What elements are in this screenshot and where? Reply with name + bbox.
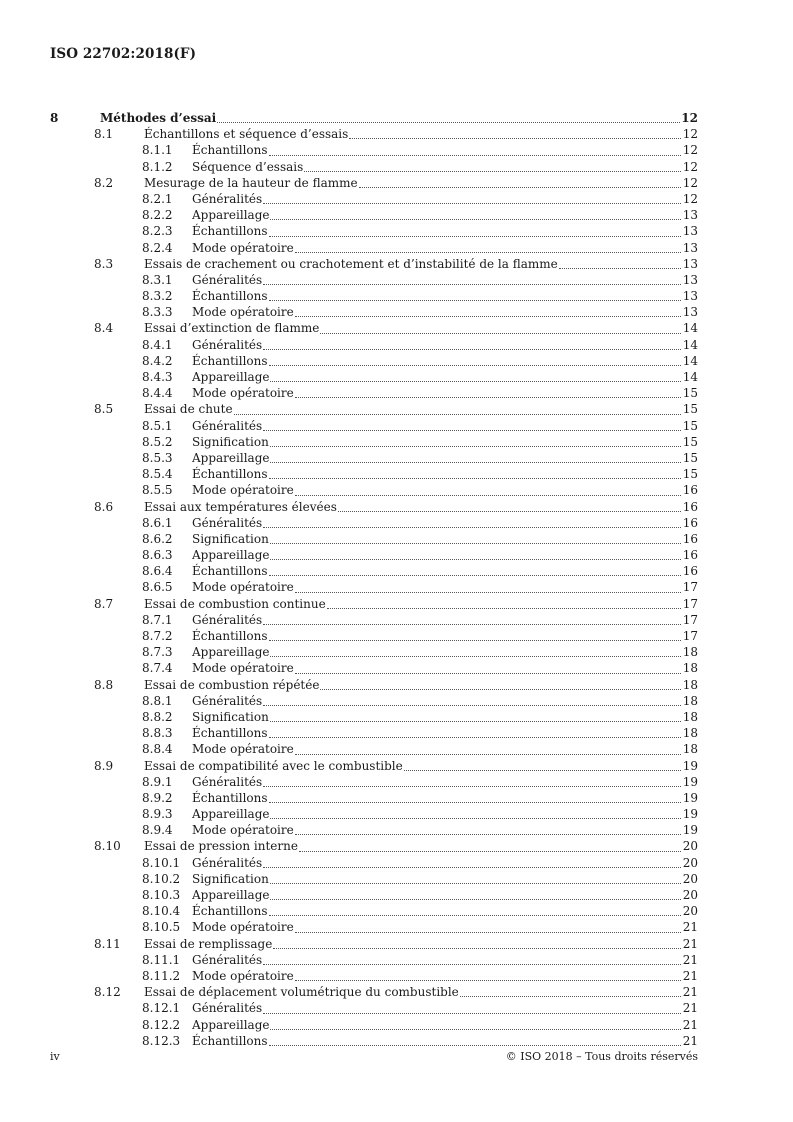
dot-leader	[295, 834, 681, 835]
toc-title: Échantillons	[192, 904, 268, 919]
toc-number: 8.6.5	[142, 580, 173, 595]
dot-leader	[295, 932, 681, 933]
dot-leader	[263, 203, 681, 204]
toc-page-number: 16	[682, 564, 698, 579]
toc-subsection-row[interactable]	[50, 903, 698, 919]
toc-subsection-row[interactable]	[50, 1017, 698, 1033]
toc-title: Mode opératoire	[192, 742, 294, 757]
toc-page-number: 13	[682, 256, 698, 271]
dot-leader	[269, 478, 681, 479]
toc-number: 8.9	[94, 758, 114, 773]
toc-page-number: 21	[682, 1017, 698, 1032]
dot-leader	[269, 802, 681, 803]
dot-leader	[270, 1029, 681, 1030]
toc-number: 8.10	[94, 839, 121, 854]
toc-title: Généralités	[192, 1001, 263, 1016]
toc-page-number: 12	[681, 111, 698, 125]
toc-subsection-row[interactable]	[50, 466, 698, 482]
toc-page-number: 12	[682, 143, 698, 158]
toc-subsection-row[interactable]	[50, 369, 698, 385]
toc-subsection-row[interactable]	[50, 806, 698, 822]
toc-number: 8.8.1	[142, 693, 173, 708]
toc-subsection-row[interactable]	[50, 952, 698, 968]
dot-leader	[273, 948, 681, 949]
toc-title: Généralités	[192, 337, 263, 352]
toc-subsection-row[interactable]	[50, 240, 698, 256]
toc-number: 8.10.5	[142, 920, 181, 935]
toc-title: Appareillage	[192, 208, 270, 223]
toc-page-number: 20	[682, 855, 698, 870]
toc-page-number: 16	[682, 499, 698, 514]
toc-title: Généralités	[192, 418, 263, 433]
dot-leader	[263, 430, 681, 431]
toc-number: 8.9.4	[142, 823, 173, 838]
toc-page-number: 15	[682, 418, 698, 433]
toc-section-row[interactable]	[50, 320, 698, 336]
dot-leader	[270, 883, 681, 884]
toc-subsection-row[interactable]	[50, 660, 698, 676]
toc-chapter-row[interactable]	[50, 110, 698, 126]
dot-leader	[295, 592, 681, 593]
toc-title: Méthodes d’essai	[100, 111, 217, 125]
dot-leader	[295, 980, 681, 981]
toc-page-number: 18	[682, 742, 698, 757]
toc-number: 8.5.4	[142, 467, 173, 482]
toc-number: 8.2	[94, 175, 114, 190]
toc-number: 8.3.3	[142, 305, 173, 320]
toc-subsection-row[interactable]	[50, 288, 698, 304]
toc-number: 8.7.3	[142, 645, 173, 660]
toc-title: Généralités	[192, 612, 263, 627]
toc-subsection-row[interactable]	[50, 159, 698, 175]
toc-number: 8	[50, 111, 59, 125]
toc-number: 8.8.4	[142, 742, 173, 757]
toc-title: Mesurage de la hauteur de flamme	[144, 175, 358, 190]
toc-page-number: 12	[682, 175, 698, 190]
toc-title: Signification	[192, 531, 269, 546]
dot-leader	[404, 770, 681, 771]
toc-page-number: 15	[682, 434, 698, 449]
toc-subsection-row[interactable]	[50, 482, 698, 498]
toc-title: Essai de combustion répétée	[144, 677, 320, 692]
toc-subsection-row[interactable]	[50, 919, 698, 935]
toc-number: 8.8	[94, 677, 114, 692]
toc-number: 8.4.3	[142, 370, 173, 384]
dot-leader	[327, 608, 681, 609]
toc-title: Signification	[192, 871, 269, 886]
toc-number: 8.12.3	[142, 1033, 181, 1048]
toc-title: Appareillage	[192, 645, 270, 660]
toc-section-row[interactable]	[50, 936, 698, 952]
dot-leader	[263, 624, 681, 625]
toc-page-number: 20	[682, 871, 698, 886]
dot-leader	[295, 754, 681, 755]
toc-title: Échantillons et séquence d’essais	[144, 127, 349, 142]
toc-subsection-row[interactable]	[50, 709, 698, 725]
toc-subsection-row[interactable]	[50, 337, 698, 353]
toc-subsection-row[interactable]	[50, 855, 698, 871]
toc-section-row[interactable]	[50, 256, 698, 272]
toc-section-row[interactable]	[50, 126, 698, 142]
dot-leader	[559, 268, 681, 269]
toc-subsection-row[interactable]	[50, 418, 698, 434]
toc-subsection-row[interactable]	[50, 628, 698, 644]
toc-section-row[interactable]	[50, 838, 698, 854]
toc-subsection-row[interactable]	[50, 434, 698, 450]
toc-number: 8.12.2	[142, 1017, 181, 1032]
dot-leader	[263, 867, 681, 868]
toc-page-number: 14	[682, 321, 698, 336]
toc-title: Échantillons	[192, 143, 268, 158]
toc-title: Mode opératoire	[192, 968, 294, 983]
toc-title: Mode opératoire	[192, 386, 294, 401]
toc-title: Essai de compatibilité avec le combustible	[144, 758, 403, 773]
page-number-footer: iv	[50, 1050, 60, 1063]
dot-leader	[295, 397, 681, 398]
toc-number: 8.8.2	[142, 709, 173, 724]
dot-leader	[270, 656, 681, 657]
toc-title: Mode opératoire	[192, 661, 294, 676]
toc-number: 8.1.1	[142, 143, 173, 158]
toc-title: Appareillage	[192, 370, 270, 384]
dot-leader	[320, 689, 681, 690]
toc-subsection-row[interactable]	[50, 191, 698, 207]
toc-title: Mode opératoire	[192, 920, 294, 935]
toc-number: 8.2.1	[142, 191, 173, 206]
toc-number: 8.2.4	[142, 240, 173, 255]
toc-number: 8.9.1	[142, 774, 173, 789]
toc-title: Signification	[192, 434, 269, 449]
toc-page-number: 20	[682, 839, 698, 854]
toc-number: 8.4.4	[142, 386, 173, 401]
toc-title: Généralités	[192, 272, 263, 287]
toc-page-number: 21	[682, 936, 698, 951]
toc-title: Mode opératoire	[192, 240, 294, 255]
toc-title: Échantillons	[192, 564, 268, 579]
toc-number: 8.7	[94, 596, 114, 611]
toc-title: Échantillons	[192, 289, 268, 304]
toc-section-row[interactable]	[50, 499, 698, 515]
toc-page-number: 19	[682, 823, 698, 838]
toc-subsection-row[interactable]	[50, 741, 698, 757]
toc-section-row[interactable]	[50, 758, 698, 774]
dot-leader	[269, 365, 681, 366]
dot-leader	[270, 219, 681, 220]
toc-subsection-row[interactable]	[50, 871, 698, 887]
toc-page-number: 17	[682, 629, 698, 643]
toc-number: 8.11.2	[142, 968, 181, 983]
toc-page-number: 18	[682, 693, 698, 708]
toc-number: 8.10.2	[142, 871, 181, 886]
toc-page-number: 13	[682, 289, 698, 304]
toc-page-number: 17	[682, 596, 698, 611]
toc-subsection-row[interactable]	[50, 579, 698, 595]
toc-section-row[interactable]	[50, 596, 698, 612]
toc-page-number: 21	[682, 968, 698, 983]
toc-subsection-row[interactable]	[50, 304, 698, 320]
toc-page-number: 21	[682, 952, 698, 967]
toc-title: Séquence d’essais	[192, 159, 304, 174]
toc-subsection-row[interactable]	[50, 563, 698, 579]
toc-section-row[interactable]	[50, 401, 698, 417]
toc-number: 8.12	[94, 985, 121, 1000]
dot-leader	[234, 414, 681, 415]
dot-leader	[295, 673, 681, 674]
toc-title: Échantillons	[192, 224, 268, 239]
toc-number: 8.7.2	[142, 629, 173, 643]
toc-title: Généralités	[192, 515, 263, 530]
toc-number: 8.6.1	[142, 515, 173, 530]
toc-number: 8.6.2	[142, 531, 173, 546]
toc-page-number: 13	[682, 224, 698, 239]
toc-number: 8.9.3	[142, 807, 173, 822]
dot-leader	[269, 915, 681, 916]
toc-title: Échantillons	[192, 629, 268, 643]
toc-title: Essai aux températures élevées	[144, 499, 337, 514]
dot-leader	[270, 899, 681, 900]
toc-number: 8.5.2	[142, 434, 173, 449]
toc-number: 8.11.1	[142, 952, 181, 967]
toc-number: 8.8.3	[142, 726, 173, 741]
dot-leader	[349, 138, 681, 139]
toc-title: Généralités	[192, 952, 263, 967]
dot-leader	[269, 575, 681, 576]
dot-leader	[320, 333, 681, 334]
toc-title: Essais de crachement ou crachotement et d’instabilité de la flamme	[144, 256, 558, 271]
toc-page-number: 14	[682, 370, 698, 384]
toc-page-number: 13	[682, 305, 698, 320]
toc-subsection-row[interactable]	[50, 223, 698, 239]
toc-number: 8.10.4	[142, 904, 181, 919]
toc-title: Appareillage	[192, 888, 270, 902]
toc-page-number: 17	[682, 612, 698, 627]
toc-subsection-row[interactable]	[50, 644, 698, 660]
toc-number: 8.6.3	[142, 548, 173, 563]
toc-number: 8.5.3	[142, 450, 173, 465]
toc-page-number: 18	[682, 677, 698, 692]
toc-title: Échantillons	[192, 353, 268, 368]
document-id: ISO 22702:2018(F)	[50, 46, 197, 62]
dot-leader	[263, 1013, 681, 1014]
toc-page-number: 16	[682, 483, 698, 498]
dot-leader	[270, 721, 681, 722]
toc-page-number: 15	[682, 450, 698, 465]
dot-leader	[295, 252, 681, 253]
dot-leader	[263, 705, 681, 706]
toc-page-number: 12	[682, 191, 698, 206]
toc-number: 8.4	[94, 321, 114, 336]
toc-page-number: 19	[682, 790, 698, 805]
toc-page-number: 16	[682, 548, 698, 563]
dot-leader	[270, 462, 681, 463]
toc-page-number: 15	[682, 402, 698, 417]
toc-subsection-row[interactable]	[50, 385, 698, 401]
toc-subsection-row[interactable]	[50, 531, 698, 547]
toc-title: Appareillage	[192, 1017, 270, 1032]
toc-page-number: 20	[682, 888, 698, 902]
toc-page-number: 19	[682, 758, 698, 773]
toc-section-row[interactable]	[50, 984, 698, 1000]
toc-page-number: 14	[682, 337, 698, 352]
dot-leader	[263, 527, 681, 528]
toc-page-number: 21	[682, 985, 698, 1000]
toc-subsection-row[interactable]	[50, 353, 698, 369]
dot-leader	[295, 316, 681, 317]
toc-page-number: 21	[682, 920, 698, 935]
toc-subsection-row[interactable]	[50, 1033, 698, 1049]
dot-leader	[295, 495, 681, 496]
toc-number: 8.12.1	[142, 1001, 181, 1016]
dot-leader	[270, 543, 681, 544]
toc-number: 8.1.2	[142, 159, 173, 174]
toc-subsection-row[interactable]	[50, 1000, 698, 1016]
toc-page-number: 18	[682, 726, 698, 741]
toc-title: Généralités	[192, 693, 263, 708]
toc-number: 8.3.2	[142, 289, 173, 304]
toc-title: Échantillons	[192, 467, 268, 482]
toc-number: 8.7.4	[142, 661, 173, 676]
toc-title: Appareillage	[192, 548, 270, 563]
toc-subsection-row[interactable]	[50, 450, 698, 466]
toc-page-number: 18	[682, 661, 698, 676]
dot-leader	[304, 171, 681, 172]
toc-title: Appareillage	[192, 450, 270, 465]
toc-page-number: 13	[682, 240, 698, 255]
toc-subsection-row[interactable]	[50, 968, 698, 984]
toc-subsection-row[interactable]	[50, 272, 698, 288]
toc-title: Mode opératoire	[192, 823, 294, 838]
dot-leader	[270, 559, 681, 560]
toc-title: Échantillons	[192, 790, 268, 805]
dot-leader	[217, 122, 680, 123]
dot-leader	[269, 737, 681, 738]
toc-number: 8.7.1	[142, 612, 173, 627]
dot-leader	[460, 996, 681, 997]
toc-subsection-row[interactable]	[50, 612, 698, 628]
toc-subsection-row[interactable]	[50, 142, 698, 158]
toc-page-number: 21	[682, 1033, 698, 1048]
dot-leader	[263, 284, 681, 285]
toc-page-number: 18	[682, 709, 698, 724]
dot-leader	[270, 381, 681, 382]
toc-title: Essai de déplacement volumétrique du combustible	[144, 985, 459, 1000]
toc-subsection-row[interactable]	[50, 207, 698, 223]
toc-number: 8.6	[94, 499, 114, 514]
toc-page-number: 17	[682, 580, 698, 595]
dot-leader	[270, 446, 681, 447]
copyright-footer: © ISO 2018 – Tous droits réservés	[505, 1050, 698, 1063]
toc-title: Appareillage	[192, 807, 270, 822]
toc-number: 8.9.2	[142, 790, 173, 805]
toc-number: 8.11	[94, 936, 121, 951]
toc-title: Généralités	[192, 855, 263, 870]
toc-number: 8.6.4	[142, 564, 173, 579]
toc-number: 8.5.5	[142, 483, 173, 498]
toc-page-number: 14	[682, 353, 698, 368]
toc-number: 8.4.2	[142, 353, 173, 368]
toc-title: Essai de pression interne	[144, 839, 298, 854]
toc-subsection-row[interactable]	[50, 887, 698, 903]
toc-number: 8.10.3	[142, 888, 181, 902]
toc-title: Essai d’extinction de flamme	[144, 321, 320, 336]
dot-leader	[338, 511, 681, 512]
toc-subsection-row[interactable]	[50, 693, 698, 709]
toc-page-number: 16	[682, 515, 698, 530]
toc-page-number: 20	[682, 904, 698, 919]
dot-leader	[263, 349, 681, 350]
toc-title: Échantillons	[192, 1033, 268, 1048]
toc-title: Échantillons	[192, 726, 268, 741]
toc-page-number: 13	[682, 272, 698, 287]
dot-leader	[269, 300, 681, 301]
toc-page-number: 19	[682, 774, 698, 789]
toc-title: Signification	[192, 709, 269, 724]
toc-subsection-row[interactable]	[50, 515, 698, 531]
toc-page-number: 15	[682, 386, 698, 401]
dot-leader	[263, 786, 681, 787]
dot-leader	[269, 155, 681, 156]
toc-section-row[interactable]	[50, 175, 698, 191]
dot-leader	[263, 964, 681, 965]
toc-subsection-row[interactable]	[50, 774, 698, 790]
toc-page-number: 16	[682, 531, 698, 546]
toc-title: Essai de combustion continue	[144, 596, 326, 611]
toc-page-number: 12	[682, 127, 698, 142]
dot-leader	[299, 851, 681, 852]
toc-title: Mode opératoire	[192, 580, 294, 595]
toc-subsection-row[interactable]	[50, 547, 698, 563]
toc-subsection-row[interactable]	[50, 790, 698, 806]
toc-section-row[interactable]	[50, 677, 698, 693]
toc-title: Généralités	[192, 774, 263, 789]
toc-page-number: 15	[682, 467, 698, 482]
toc-number: 8.4.1	[142, 337, 173, 352]
dot-leader	[270, 818, 681, 819]
dot-leader	[359, 187, 681, 188]
toc-page-number: 18	[682, 645, 698, 660]
dot-leader	[269, 236, 681, 237]
toc-page-number: 21	[682, 1001, 698, 1016]
toc-title: Généralités	[192, 191, 263, 206]
toc-title: Essai de remplissage	[144, 936, 273, 951]
toc-number: 8.2.2	[142, 208, 173, 223]
toc-title: Mode opératoire	[192, 483, 294, 498]
toc-page-number: 12	[682, 159, 698, 174]
table-of-contents	[50, 110, 698, 1049]
toc-page-number: 13	[682, 208, 698, 223]
toc-page-number: 19	[682, 807, 698, 822]
toc-title: Mode opératoire	[192, 305, 294, 320]
toc-number: 8.3.1	[142, 272, 173, 287]
toc-number: 8.10.1	[142, 855, 181, 870]
dot-leader	[269, 640, 681, 641]
toc-title: Essai de chute	[144, 402, 233, 417]
toc-number: 8.2.3	[142, 224, 173, 239]
dot-leader	[269, 1045, 681, 1046]
toc-subsection-row[interactable]	[50, 822, 698, 838]
toc-number: 8.3	[94, 256, 114, 271]
toc-subsection-row[interactable]	[50, 725, 698, 741]
toc-number: 8.5.1	[142, 418, 173, 433]
toc-number: 8.5	[94, 402, 114, 417]
toc-number: 8.1	[94, 127, 114, 142]
